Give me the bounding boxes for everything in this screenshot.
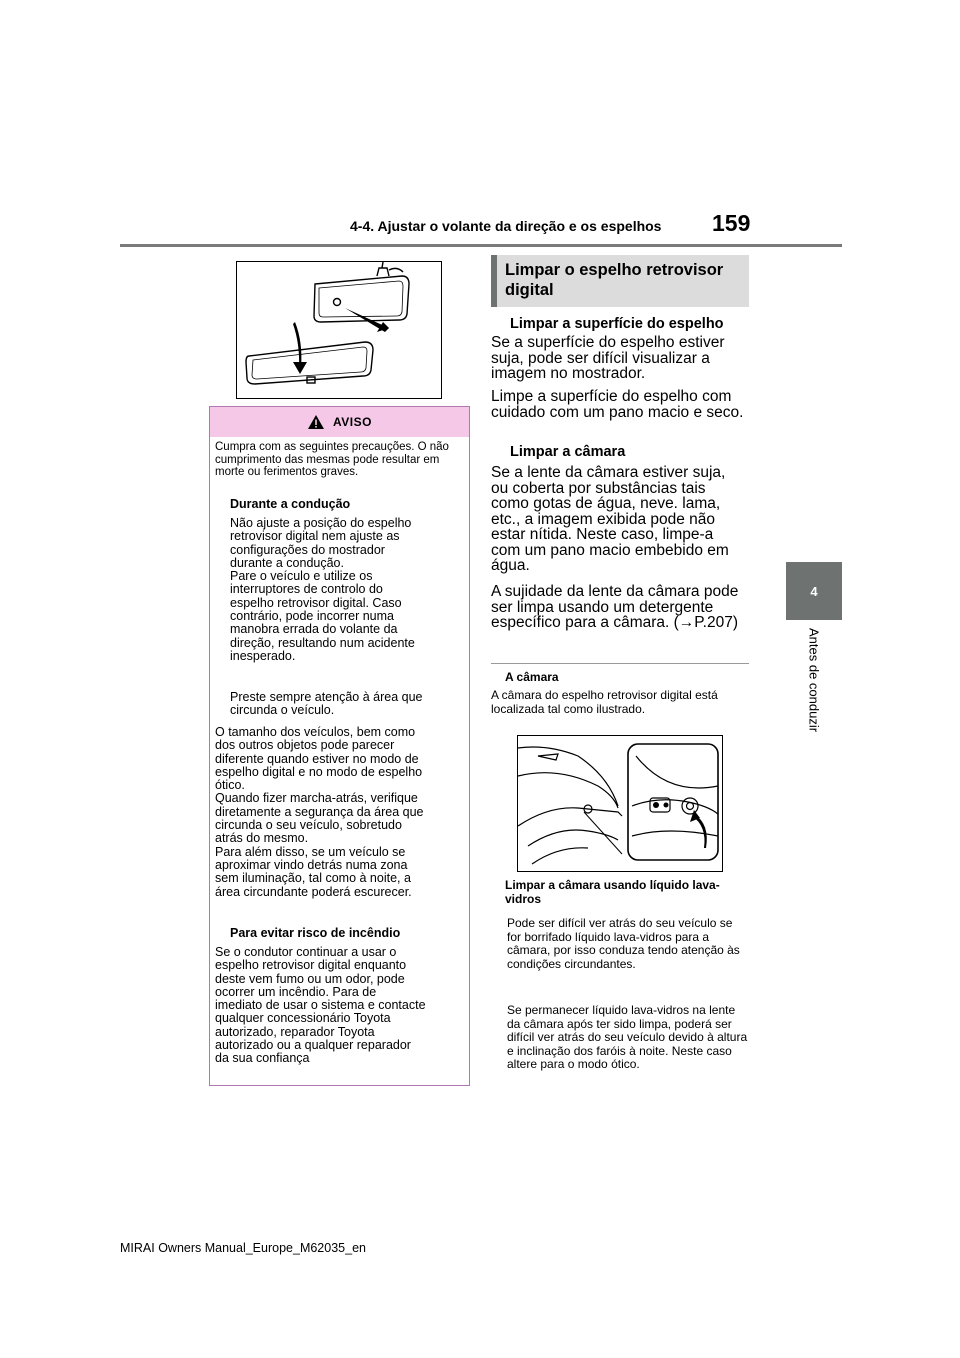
body-paragraph: Limpe a superfície do espelho com cuidado com um pano macio e seco. (491, 388, 744, 421)
section-heading: Limpar o espelho retrovisor digital (491, 255, 749, 307)
subheading-mirror-surface: Limpar a superfície do espelho (510, 316, 724, 332)
chapter-tab[interactable] (786, 562, 842, 620)
camera-illustration (517, 735, 723, 872)
page-number: 159 (712, 210, 751, 236)
footer-text: MIRAI Owners Manual_Europe_M62035_en (120, 1241, 366, 1255)
warning-label: AVISO (333, 415, 372, 429)
warning-subheading-fire: Para evitar risco de incêndio (230, 926, 401, 940)
camera-drawing (518, 736, 722, 871)
note-title: A câmara (505, 670, 559, 684)
mirror-drawing (237, 262, 441, 398)
mirror-illustration (236, 261, 442, 399)
chapter-side-label (786, 628, 842, 768)
warning-intro: Cumpra com as seguintes precauções. O não cumprimento das mesmas pode resultar em morte ou ferimentos graves. (215, 441, 449, 478)
warning-header (210, 407, 469, 437)
note-paragraph: Se permanecer líquido lava-vidros na lente da câmara após ter sido limpa, poderá ser difícil ver atrás do seu veículo devido à altura e inclinação dos faróis à noite. Neste caso altere para o modo ótico. (507, 1003, 748, 1071)
chapter-number: 4 (810, 583, 818, 599)
note-subheading: Limpar a câmara usando líquido lava-vidros (505, 878, 720, 906)
warning-paragraph: Se o condutor continuar a usar o espelho retrovisor digital enquanto deste vem fumo ou um odor, pode ocorrer um incêndio. Para de imediato de usar o sistema e contacte qualquer concessionário Toyota autorizado, reparador Toyota autorizado ou a qualquer reparador da sua confiança (215, 945, 426, 1066)
chapter-label: Antes de conduzir (806, 628, 822, 733)
body-paragraph: A sujidade da lente da câmara pode ser limpa usando um detergente específico para a câmara. (→P.207) (491, 583, 739, 631)
divider (491, 663, 749, 664)
warning-paragraph: O tamanho dos veículos, bem como dos outros objetos pode parecer diferente quando estiver no modo de espelho digital e no modo de espelho ótico. Quando fizer marcha-atrás, verifique diretamente a segurança da área que circunda o seu veículo, sobretudo atrás do mesmo. Para além disso, se um veículo se aproximar vindo detrás numa zona sem iluminação, tal como à noite, a área circundante poderá escurecer. (215, 725, 424, 899)
warning-subheading-driving: Durante a condução (230, 497, 351, 511)
chapter-title: 4-4. Ajustar o volante da direção e os espelhos (350, 218, 662, 234)
warning-triangle-icon (307, 414, 325, 430)
warning-box (209, 406, 470, 1086)
subheading-camera: Limpar a câmara (510, 444, 626, 460)
warning-paragraph: Não ajuste a posição do espelho retrovisor digital nem ajuste as configurações do mostrador durante a condução. Pare o veículo e utilize os interruptores de controlo do espelho retrovisor digital. Caso contrário, pode incorrer numa manobra errada do volante da direção, resultando num acidente inesperado. (230, 516, 415, 663)
body-paragraph: Se a lente da câmara estiver suja, ou coberta por substâncias tais como gotas de água, neve. lama, etc., a imagem exibida pode não estar nítida. Neste caso, limpe-a com um pano macio embebido em água. (491, 464, 729, 574)
body-paragraph: Se a superfície do espelho estiver suja, pode ser difícil visualizar a imagem no mostrador. (491, 334, 725, 382)
note-paragraph: Pode ser difícil ver atrás do seu veículo se for borrifado líquido lava-vidros para a câmara, por isso conduza tendo atenção às condições circundantes. (507, 916, 740, 971)
note-text: A câmara do espelho retrovisor digital está localizada tal como ilustrado. (491, 688, 718, 716)
header-divider (120, 244, 842, 247)
warning-paragraph: Preste sempre atenção à área que circunda o veículo. (230, 690, 423, 718)
